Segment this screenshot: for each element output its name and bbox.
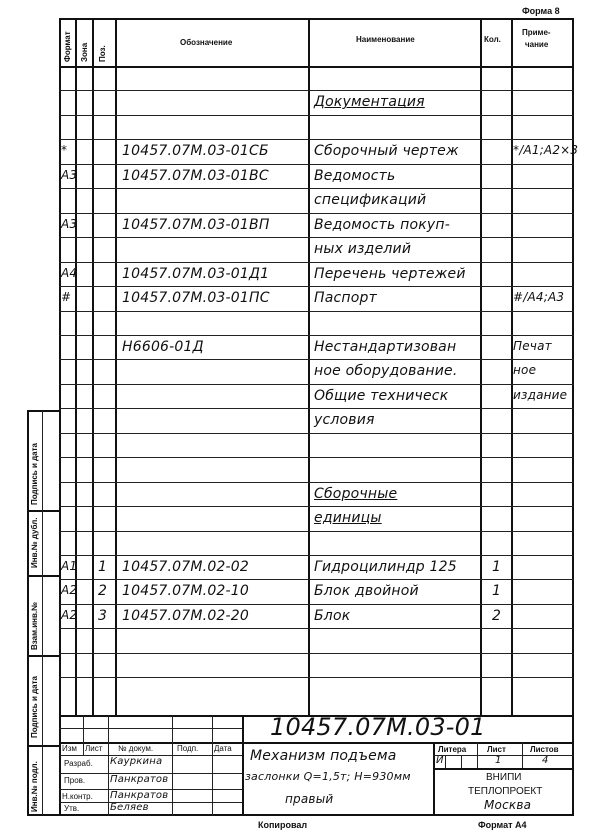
cell-qty: 2: [492, 607, 502, 624]
tb-nkontr-label: Н.контр.: [62, 792, 93, 801]
cell-name: ное оборудование.: [314, 363, 458, 380]
cell-name: Нестандартизован: [314, 338, 457, 355]
cell-designation: 10457.07М.02-10: [122, 583, 250, 600]
col-divider: [480, 18, 482, 715]
cell-designation: 10457.07М.03-01ВП: [122, 216, 270, 233]
cell-name: Сборочные: [314, 485, 398, 502]
tb-listov-value: 4: [542, 755, 549, 766]
cell-format: А2: [61, 607, 78, 622]
col-divider: [115, 18, 117, 715]
org-line-2: ТЕПЛОПРОЕКТ: [468, 786, 543, 797]
cell-name: Общие техническ: [314, 387, 449, 404]
col-divider: [308, 18, 310, 715]
cell-designation: 10457.07М.03-01ВС: [122, 167, 269, 184]
tb-list: Лист: [85, 744, 103, 753]
cell-designation: 10457.07М.03-01ПС: [122, 290, 270, 307]
org-line-1: ВНИПИ: [486, 772, 522, 783]
cell-qty: 1: [492, 559, 502, 575]
title-line-1: Механизм подъема: [250, 748, 397, 764]
side-inv-podl: Инв.№ подл.: [30, 761, 39, 812]
cell-format: А3: [61, 167, 78, 182]
header-divider: [59, 66, 574, 68]
cell-format: *: [61, 143, 68, 158]
footer-format: Формат А4: [478, 820, 527, 830]
cell-name: Документация: [314, 94, 425, 111]
cell-qty: 1: [492, 583, 502, 600]
side-sign-date-1: Подпись и дата: [30, 443, 39, 505]
side-sign-date-2: Подпись и дата: [30, 676, 39, 738]
tb-razrab-label: Разраб.: [64, 759, 93, 768]
form-label: Форма 8: [522, 6, 560, 16]
side-vzam-inv: Взам.инв.№: [30, 601, 39, 650]
tb-utv-label: Утв.: [64, 804, 80, 813]
footer-copied: Копировал: [258, 820, 308, 830]
header-note-2: чание: [525, 40, 549, 49]
header-qty: Кол.: [484, 35, 501, 44]
cell-designation: 10457.07М.03-01СБ: [122, 143, 269, 160]
cell-name: Ведомость: [314, 167, 396, 184]
tb-prov-label: Пров.: [64, 776, 86, 785]
cell-designation: 10457.07М.02-02: [122, 559, 250, 575]
cell-name: Перечень чертежей: [314, 265, 466, 282]
tb-izm: Изм: [62, 744, 77, 753]
cell-note: */А1;А2×3: [513, 143, 579, 158]
cell-format: А2: [61, 583, 78, 598]
cell-format: А1: [61, 559, 78, 573]
cell-note: Печат: [513, 338, 552, 353]
cell-pos: 1: [98, 559, 108, 575]
title-line-2: заслонки Q=1,5т; Н=930мм: [245, 770, 411, 783]
org-line-3: Москва: [484, 798, 532, 812]
tb-list-value: 1: [495, 755, 502, 766]
cell-format: #: [61, 290, 72, 305]
cell-name: условия: [314, 412, 375, 429]
header-designation: Обозначение: [180, 38, 233, 47]
cell-name: Сборочный чертеж: [314, 143, 459, 160]
tb-litera: Литера: [438, 745, 467, 754]
title-line-3: правый: [285, 792, 334, 806]
cell-format: А3: [61, 216, 78, 231]
header-format: Формат: [63, 31, 72, 62]
tb-sign: Подп.: [177, 744, 199, 753]
col-divider: [92, 18, 94, 715]
cell-note: ное: [513, 363, 537, 378]
side-inv-dubl: Инв.№ дубл.: [30, 517, 39, 568]
cell-name: Блок: [314, 607, 351, 624]
header-pos: Поз.: [98, 45, 107, 62]
header-note-1: Приме-: [522, 28, 551, 37]
tb-utv-name: Беляев: [110, 802, 149, 813]
cell-pos: 3: [98, 607, 108, 624]
cell-name: ных изделий: [314, 241, 412, 258]
cell-name: спецификаций: [314, 192, 427, 209]
cell-note: #/А4;А3: [513, 290, 565, 305]
cell-name: Ведомость покуп-: [314, 216, 451, 233]
header-zone: Зона: [80, 42, 89, 62]
tb-list-label: Лист: [487, 745, 506, 754]
cell-designation: Н6606-01Д: [122, 338, 204, 355]
cell-designation: 10457.07М.02-20: [122, 607, 250, 624]
cell-name: Паспорт: [314, 290, 377, 307]
tb-date: Дата: [214, 744, 232, 753]
header-name: Наименование: [356, 35, 415, 44]
tb-doc: № докум.: [118, 744, 154, 753]
cell-pos: 2: [98, 583, 108, 600]
tb-listov-label: Листов: [530, 745, 559, 754]
tb-prov-name: Панкратов: [110, 774, 169, 785]
cell-note: издание: [513, 387, 568, 402]
tb-razrab-name: Кауркина: [110, 756, 163, 767]
tb-litera-value: И: [436, 755, 444, 766]
tb-nkontr-name: Панкратов: [110, 790, 169, 801]
cell-name: Гидроцилиндр 125: [314, 559, 457, 575]
cell-format: А4: [61, 265, 78, 280]
cell-designation: 10457.07М.03-01Д1: [122, 265, 270, 282]
cell-name: Блок двойной: [314, 583, 419, 600]
doc-number: 10457.07М.03-01: [270, 713, 486, 741]
cell-name: единицы: [314, 510, 382, 527]
